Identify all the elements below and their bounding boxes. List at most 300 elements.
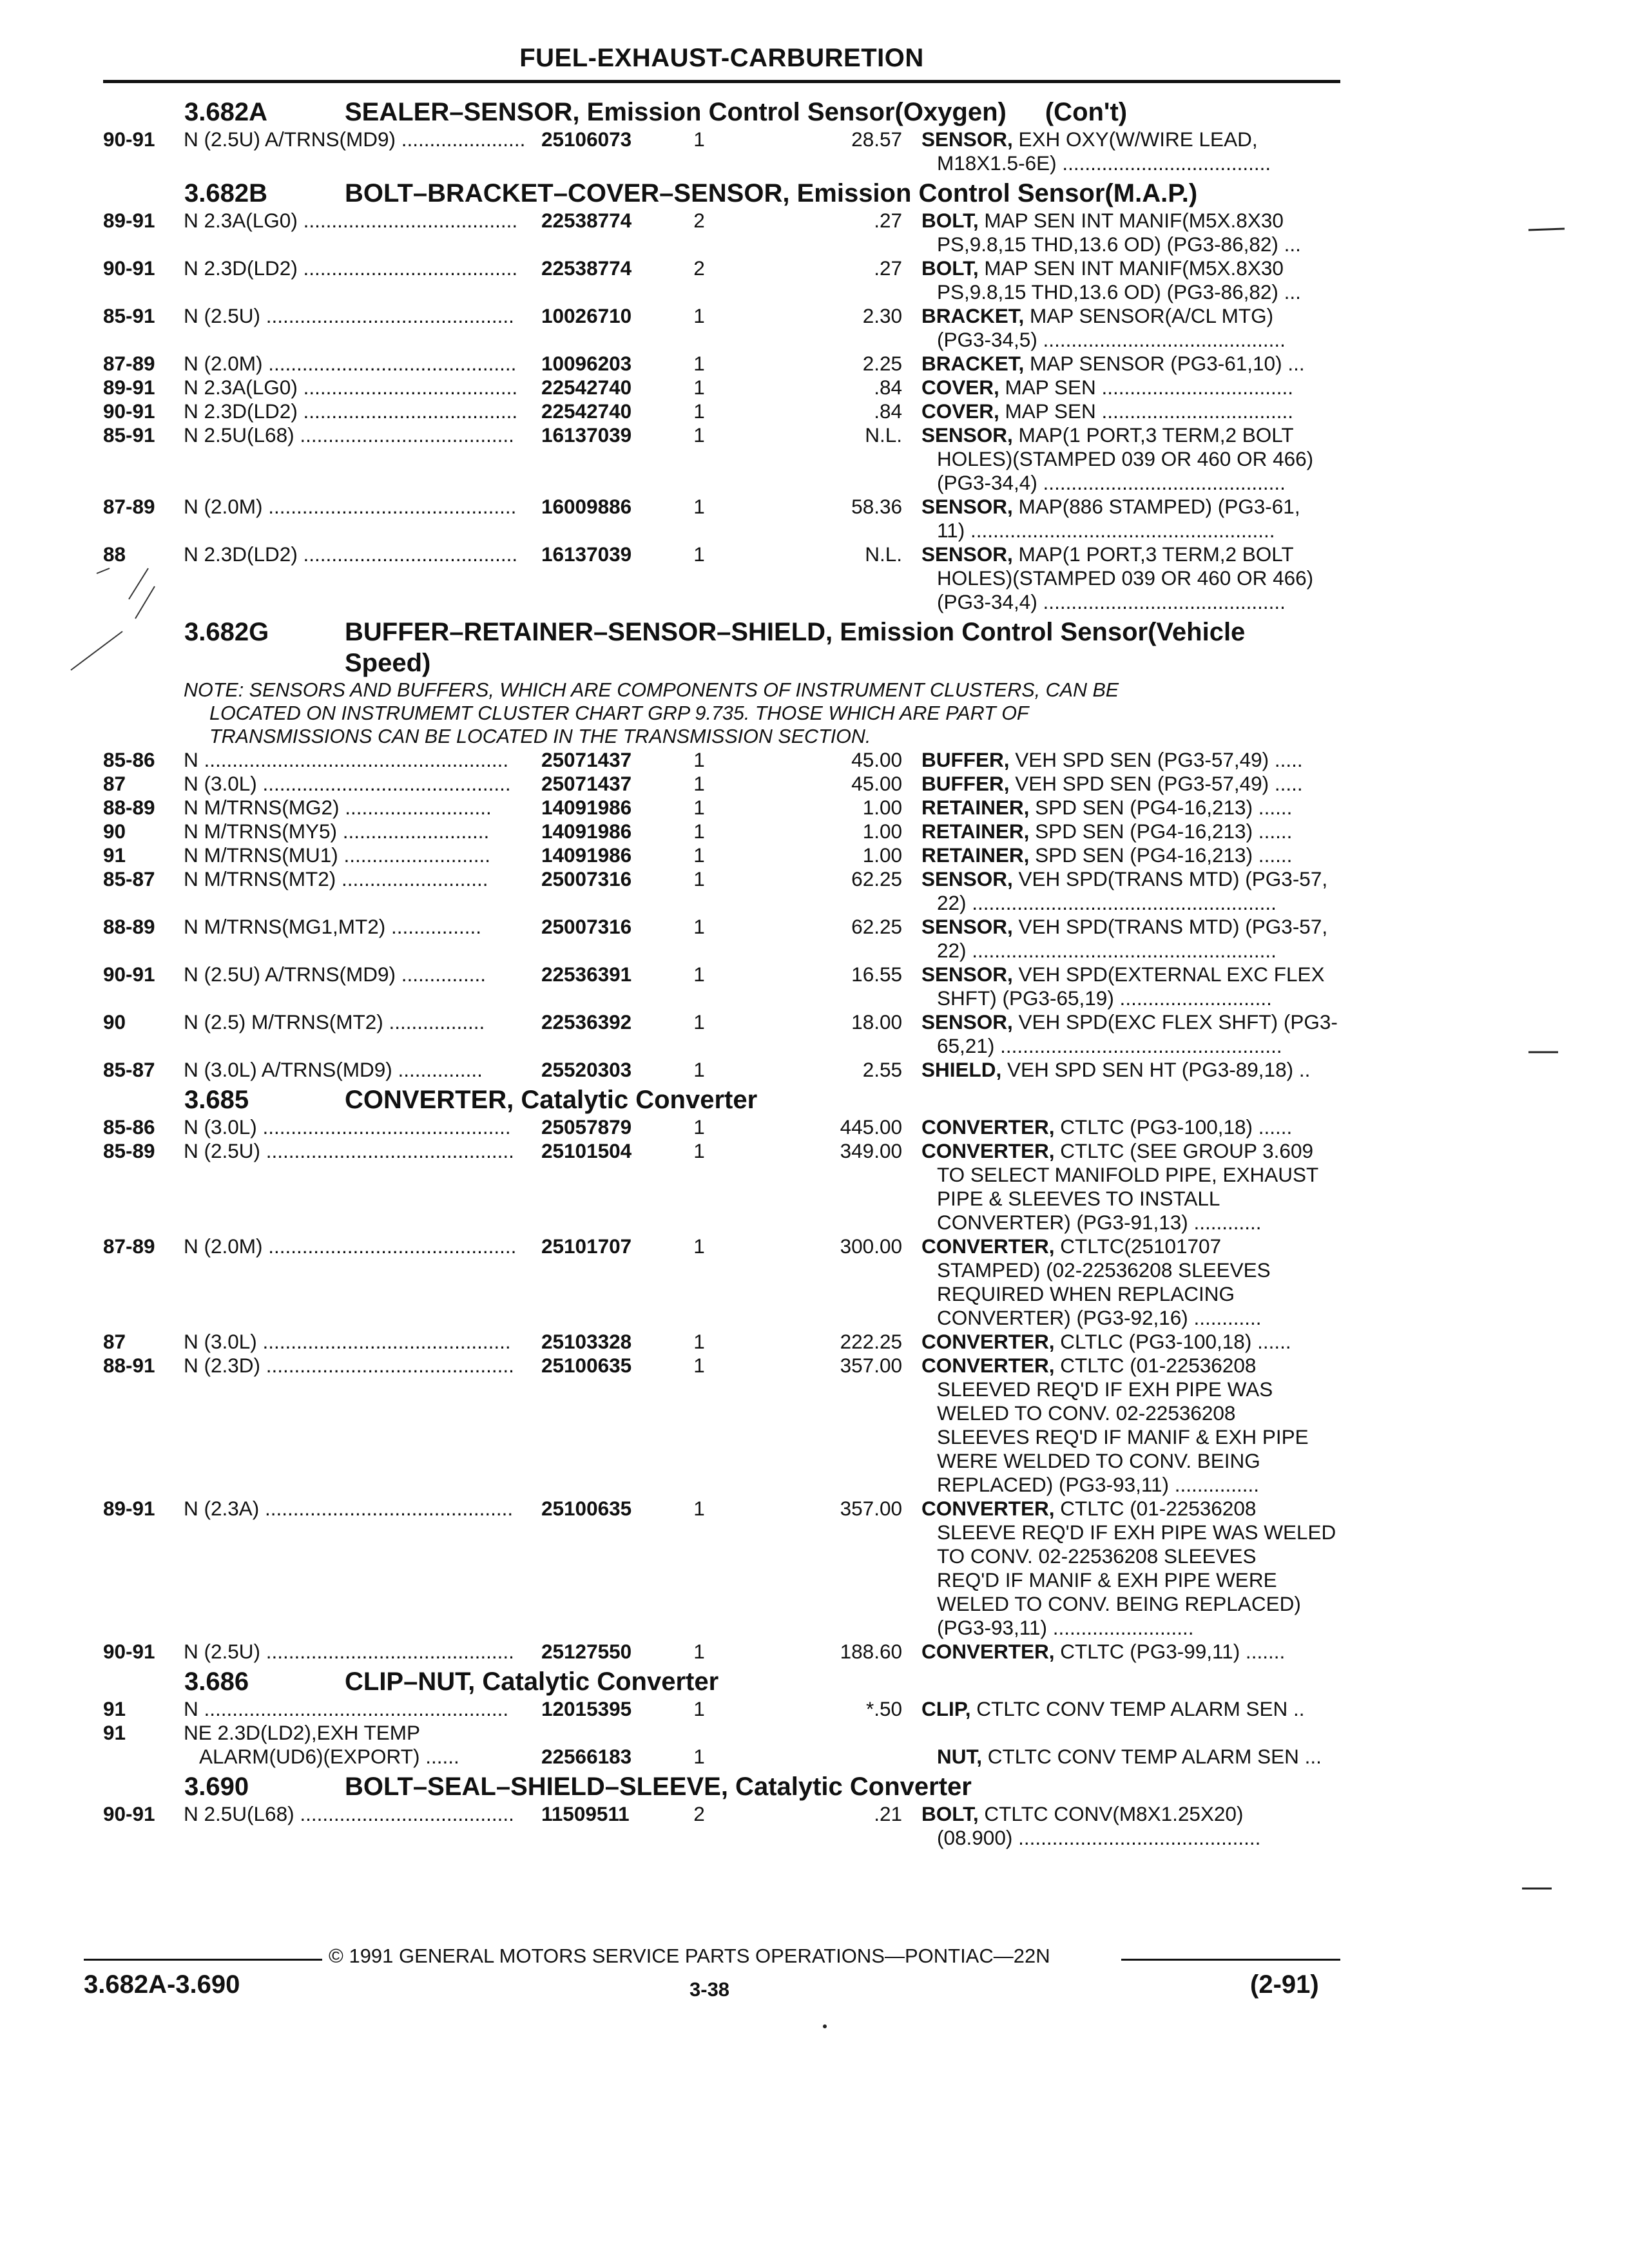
model-year: 85-86	[103, 748, 155, 771]
part-row	[103, 495, 1340, 543]
application: N (2.3D) ............................................	[184, 1354, 514, 1377]
model-year: 89-91	[103, 209, 155, 232]
part-name: BOLT,	[921, 209, 979, 232]
description	[921, 1115, 1385, 1139]
part-detail: (PG3-34,4) ...........................................	[937, 471, 1286, 494]
model-year: 90-91	[103, 963, 155, 986]
margin-tick-1	[1527, 227, 1566, 233]
part-row	[103, 1010, 1340, 1058]
model-year: 91	[103, 843, 126, 867]
price: 18.00	[851, 1010, 902, 1033]
price: .27	[874, 256, 902, 280]
description	[921, 495, 1385, 543]
section-name: BOLT–SEAL–SHIELD–SLEEVE, Catalytic Converter	[345, 1773, 972, 1801]
model-year: 85-87	[103, 1058, 155, 1081]
part-detail: REQUIRED WHEN REPLACING	[937, 1282, 1235, 1305]
part-detail: VEH SPD(EXTERNAL EXC FLEX	[1012, 963, 1325, 986]
application: N ......................................................	[184, 748, 509, 771]
price: 62.25	[851, 915, 902, 938]
section-name: SEALER–SENSOR, Emission Control Sensor(Oxygen) (Con't)	[345, 98, 1128, 126]
part-row	[103, 1802, 1340, 1850]
price: .84	[874, 399, 902, 423]
part-row	[103, 376, 1340, 399]
application: NE 2.3D(LD2),EXH TEMP ALARM(UD6)(EXPORT) ......	[184, 1721, 459, 1768]
application: N (2.3A) ............................................	[184, 1497, 514, 1520]
description-line	[921, 447, 1385, 471]
description-line	[921, 1721, 1385, 1745]
part-detail: HOLES)(STAMPED 039 OR 460 OR 466)	[937, 566, 1314, 590]
section-number: 3.682A	[184, 98, 267, 126]
part-detail: VEH SPD(TRANS MTD) (PG3-57,	[1012, 867, 1328, 890]
description-line	[921, 233, 1385, 256]
quantity: 2	[693, 1802, 705, 1825]
description-line	[921, 495, 1385, 519]
part-number: 25071437	[541, 772, 632, 795]
price: 16.55	[851, 963, 902, 986]
part-number: 14091986	[541, 820, 632, 843]
description	[921, 1235, 1385, 1330]
part-row	[103, 748, 1340, 772]
description-line	[921, 1497, 1385, 1521]
price: 1.00	[862, 820, 902, 843]
part-detail: VEH SPD SEN HT (PG3-89,18) ..	[1001, 1058, 1311, 1081]
application-continued: ALARM(UD6)(EXPORT) ......	[199, 1745, 459, 1768]
description	[921, 748, 1385, 772]
application: N M/TRNS(MG1,MT2) ................	[184, 915, 482, 938]
part-row	[103, 963, 1340, 1010]
description	[921, 1139, 1385, 1235]
description-line	[921, 209, 1385, 233]
section-name-continued: Speed)	[345, 649, 431, 677]
price: 2.55	[862, 1058, 902, 1081]
model-year: 85-87	[103, 867, 155, 890]
part-detail: REQ'D IF MANIF & EXH PIPE WERE	[937, 1568, 1277, 1591]
quantity: 1	[693, 399, 705, 423]
quantity: 1	[693, 543, 705, 566]
description-line	[921, 1449, 1385, 1473]
description-line	[921, 543, 1385, 566]
part-detail: WELED TO CONV. 02-22536208	[937, 1401, 1236, 1425]
part-row	[103, 399, 1340, 423]
part-number: 12015395	[541, 1697, 632, 1720]
part-number: 16137039	[541, 543, 632, 566]
description-line	[921, 939, 1385, 963]
part-detail: PIPE & SLEEVES TO INSTALL	[937, 1187, 1220, 1210]
description-line	[921, 151, 1385, 175]
application: N 2.3A(LG0) ......................................	[184, 209, 518, 232]
description-line	[921, 1745, 1385, 1769]
price: 28.57	[851, 128, 902, 151]
model-year: 87-89	[103, 1235, 155, 1258]
model-year: 90-91	[103, 1802, 155, 1825]
description-line	[921, 891, 1385, 915]
part-row	[103, 772, 1340, 796]
margin-tick-2	[1527, 1049, 1559, 1055]
part-name: CONVERTER,	[921, 1235, 1055, 1258]
quantity: 1	[693, 963, 705, 986]
part-name: BUFFER,	[921, 748, 1010, 771]
part-detail: 22) ......................................................	[937, 939, 1277, 962]
application: N ......................................................	[184, 1697, 509, 1720]
description-line	[921, 1163, 1385, 1187]
part-number: 22536391	[541, 963, 632, 986]
description-line	[921, 128, 1385, 151]
model-year: 87	[103, 1330, 126, 1353]
description	[921, 820, 1385, 843]
part-number: 22538774	[541, 209, 632, 232]
application: N (2.0M) ............................................	[184, 352, 517, 375]
quantity: 1	[693, 352, 705, 375]
part-row	[103, 128, 1340, 175]
part-name: SENSOR,	[921, 128, 1013, 151]
quantity: 1	[693, 1697, 705, 1720]
description	[921, 1640, 1385, 1664]
page-title: FUEL-EXHAUST-CARBURETION	[519, 44, 924, 72]
part-name: CONVERTER,	[921, 1115, 1055, 1139]
part-detail: MAP SENSOR(A/CL MTG)	[1024, 304, 1274, 327]
part-detail: CTLTC CONV(M8X1.25X20)	[978, 1802, 1244, 1825]
part-detail: CONVERTER) (PG3-92,16) ............	[937, 1306, 1262, 1329]
application: N M/TRNS(MG2) ..........................	[184, 796, 492, 819]
part-detail: VEH SPD SEN (PG3-57,49) .....	[1009, 772, 1303, 795]
part-number: 22542740	[541, 376, 632, 399]
description	[921, 915, 1385, 963]
part-row	[103, 304, 1340, 352]
part-number: 16137039	[541, 423, 632, 447]
model-year: 91	[103, 1697, 126, 1720]
part-detail: SLEEVED REQ'D IF EXH PIPE WAS	[937, 1378, 1273, 1401]
price: 1.00	[862, 843, 902, 867]
description	[921, 209, 1385, 256]
section-heading	[103, 97, 1340, 128]
part-detail: MAP SEN INT MANIF(M5X.8X30	[978, 209, 1284, 232]
description-line	[921, 328, 1385, 352]
part-detail: MAP(1 PORT,3 TERM,2 BOLT	[1012, 423, 1294, 447]
application: N M/TRNS(MU1) ..........................	[184, 843, 491, 867]
quantity: 1	[693, 495, 705, 518]
description-line	[921, 352, 1385, 376]
section-heading	[103, 1084, 1340, 1115]
application: N 2.5U(L68) ......................................	[184, 1802, 514, 1825]
part-name: SENSOR,	[921, 915, 1013, 938]
application: N 2.3D(LD2) ......................................	[184, 256, 518, 280]
price: 222.25	[840, 1330, 902, 1353]
part-detail: WERE WELDED TO CONV. BEING	[937, 1449, 1260, 1472]
part-detail: CLTLC (PG3-100,18) ......	[1054, 1330, 1291, 1353]
description	[921, 1721, 1385, 1769]
description-line	[921, 566, 1385, 590]
part-number: 14091986	[541, 796, 632, 819]
model-year: 85-86	[103, 1115, 155, 1139]
description-line	[921, 1425, 1385, 1449]
application: N (2.5U) ............................................	[184, 1640, 514, 1663]
part-detail: EXH OXY(W/WIRE LEAD,	[1012, 128, 1258, 151]
part-row	[103, 1497, 1340, 1640]
description	[921, 772, 1385, 796]
part-name: SENSOR,	[921, 423, 1013, 447]
section-number: 3.685	[184, 1086, 249, 1114]
quantity: 1	[693, 1354, 705, 1377]
price: N.L.	[865, 543, 902, 566]
description	[921, 1497, 1385, 1640]
description-line	[921, 1473, 1385, 1497]
price: 62.25	[851, 867, 902, 890]
part-name: CONVERTER,	[921, 1354, 1055, 1377]
description	[921, 1058, 1385, 1082]
part-row	[103, 256, 1340, 304]
description-line	[921, 1139, 1385, 1163]
section-heading	[103, 617, 1340, 678]
price: 45.00	[851, 748, 902, 771]
part-detail: SHFT) (PG3-65,19) ...........................	[937, 986, 1272, 1010]
section-number: 3.686	[184, 1667, 249, 1696]
description-line	[921, 1401, 1385, 1425]
part-row	[103, 1354, 1340, 1497]
quantity: 1	[693, 1115, 705, 1139]
part-row	[103, 843, 1340, 867]
price: 445.00	[840, 1115, 902, 1139]
part-detail: MAP SEN ..................................	[999, 376, 1294, 399]
part-number: 10096203	[541, 352, 632, 375]
part-number: 25101707	[541, 1235, 632, 1258]
part-row	[103, 1235, 1340, 1330]
description	[921, 1697, 1385, 1721]
quantity: 1	[693, 1235, 705, 1258]
quantity: 2	[693, 209, 705, 232]
application: N (3.0L) ............................................	[184, 1330, 511, 1353]
part-detail: CTLTC (01-22536208	[1054, 1354, 1257, 1377]
quantity: 1	[693, 1058, 705, 1081]
model-year: 90	[103, 1010, 126, 1033]
section-number: 3.690	[184, 1773, 249, 1801]
part-detail: (PG3-34,5) ...........................................	[937, 328, 1286, 351]
quantity: 1	[693, 915, 705, 938]
pen-mark	[58, 561, 161, 677]
description	[921, 304, 1385, 352]
model-year: 89-91	[103, 376, 155, 399]
part-number: 25071437	[541, 748, 632, 771]
application: N (3.0L) ............................................	[184, 772, 511, 795]
part-detail: HOLES)(STAMPED 039 OR 460 OR 466)	[937, 447, 1314, 470]
price: 2.25	[862, 352, 902, 375]
description-line	[921, 256, 1385, 280]
description-line	[921, 1802, 1385, 1826]
model-year: 88-89	[103, 796, 155, 819]
part-row	[103, 1058, 1340, 1082]
part-detail: CTLTC (SEE GROUP 3.609	[1054, 1139, 1313, 1162]
description	[921, 1330, 1385, 1354]
application: N (2.5U) A/TRNS(MD9) ...............	[184, 963, 487, 986]
part-detail: MAP SENSOR (PG3-61,10) ...	[1024, 352, 1305, 375]
part-detail: REPLACED) (PG3-93,11) ...............	[937, 1473, 1260, 1496]
model-year: 87-89	[103, 352, 155, 375]
stray-dot	[822, 2023, 828, 2030]
section-heading	[103, 1771, 1340, 1802]
part-name: SENSOR,	[921, 963, 1013, 986]
note-line: TRANSMISSIONS CAN BE LOCATED IN THE TRANSMISSION SECTION.	[209, 726, 871, 747]
description-line	[921, 867, 1385, 891]
part-row	[103, 820, 1340, 843]
price: *.50	[865, 1697, 902, 1720]
part-detail: (08.900) ...........................................	[937, 1826, 1261, 1849]
part-name: SHIELD,	[921, 1058, 1002, 1081]
part-row	[103, 543, 1340, 614]
part-name: SENSOR,	[921, 495, 1013, 518]
quantity: 1	[693, 772, 705, 795]
part-number: 25127550	[541, 1640, 632, 1663]
quantity: 1	[693, 423, 705, 447]
price: .21	[874, 1802, 902, 1825]
part-detail: SLEEVE REQ'D IF EXH PIPE WAS WELED	[937, 1521, 1336, 1544]
model-year: 85-89	[103, 1139, 155, 1162]
part-detail: CTLTC (PG3-100,18) ......	[1054, 1115, 1293, 1139]
description-line	[921, 1058, 1385, 1082]
description-line	[921, 843, 1385, 867]
model-year: 90	[103, 820, 126, 843]
price: .84	[874, 376, 902, 399]
application: N (2.0M) ............................................	[184, 495, 517, 518]
part-number: 25057879	[541, 1115, 632, 1139]
description-line	[921, 1330, 1385, 1354]
part-name: COVER,	[921, 399, 999, 423]
description-line	[921, 376, 1385, 399]
quantity: 1	[693, 1745, 705, 1768]
quantity: 1	[693, 376, 705, 399]
part-detail: PS,9.8,15 THD,13.6 OD) (PG3-86,82) ...	[937, 233, 1301, 256]
description-line	[921, 471, 1385, 495]
part-detail: VEH SPD SEN (PG3-57,49) .....	[1009, 748, 1303, 771]
description-line	[921, 1034, 1385, 1058]
application: N (3.0L) A/TRNS(MD9) ...............	[184, 1058, 483, 1081]
application: N 2.5U(L68) ......................................	[184, 423, 514, 447]
quantity: 1	[693, 748, 705, 771]
model-year: 90-91	[103, 399, 155, 423]
section-continued: (Con't)	[1045, 98, 1128, 126]
part-number: 10026710	[541, 304, 632, 327]
application: N (3.0L) ............................................	[184, 1115, 511, 1139]
part-row	[103, 867, 1340, 915]
part-row	[103, 352, 1340, 376]
part-detail: CTLTC (PG3-99,11) .......	[1054, 1640, 1286, 1663]
margin-tick-3	[1521, 1885, 1553, 1892]
part-name: BOLT,	[921, 256, 979, 280]
section-number: 3.682B	[184, 179, 267, 207]
price: 357.00	[840, 1354, 902, 1377]
part-detail: (PG3-93,11) .........................	[937, 1616, 1194, 1639]
description-line	[921, 1697, 1385, 1721]
part-name: BRACKET,	[921, 304, 1025, 327]
model-year: 85-91	[103, 423, 155, 447]
part-number: 22536392	[541, 1010, 632, 1033]
price: 58.36	[851, 495, 902, 518]
header-rule	[103, 80, 1340, 83]
description-line	[921, 1282, 1385, 1306]
description-line	[921, 1592, 1385, 1616]
part-detail: MAP SEN ..................................	[999, 399, 1294, 423]
part-name: BRACKET,	[921, 352, 1025, 375]
description-line	[921, 1521, 1385, 1544]
description-line	[921, 1544, 1385, 1568]
application: N (2.5U) A/TRNS(MD9) ......................	[184, 128, 526, 151]
model-year: 88	[103, 543, 126, 566]
description	[921, 376, 1385, 399]
price: 1.00	[862, 796, 902, 819]
part-row	[103, 1640, 1340, 1664]
part-detail: SPD SEN (PG4-16,213) ......	[1029, 820, 1293, 843]
description-line	[921, 1354, 1385, 1378]
description-line	[921, 423, 1385, 447]
part-name: COVER,	[921, 376, 999, 399]
quantity: 1	[693, 843, 705, 867]
description	[921, 1354, 1385, 1497]
part-number: 25101504	[541, 1139, 632, 1162]
part-row	[103, 1115, 1340, 1139]
part-detail: WELED TO CONV. BEING REPLACED)	[937, 1592, 1301, 1615]
price: 45.00	[851, 772, 902, 795]
model-year: 85-91	[103, 304, 155, 327]
quantity: 1	[693, 128, 705, 151]
part-detail: MAP SEN INT MANIF(M5X.8X30	[978, 256, 1284, 280]
part-number: 16009886	[541, 495, 632, 518]
description-line	[921, 1568, 1385, 1592]
price: .27	[874, 209, 902, 232]
description	[921, 352, 1385, 376]
part-detail: STAMPED) (02-22536208 SLEEVES	[937, 1258, 1271, 1282]
description-line	[921, 519, 1385, 543]
note-line: NOTE: SENSORS AND BUFFERS, WHICH ARE COMPONENTS OF INSTRUMENT CLUSTERS, CAN BE	[184, 679, 1119, 701]
part-detail: 22) ......................................................	[937, 891, 1277, 914]
price: 188.60	[840, 1640, 902, 1663]
part-row	[103, 1697, 1340, 1721]
parts-catalog-content	[103, 94, 1340, 1850]
part-number: 25007316	[541, 867, 632, 890]
description-line	[921, 1826, 1385, 1850]
description	[921, 1010, 1385, 1058]
part-detail: CONVERTER) (PG3-91,13) ............	[937, 1211, 1262, 1234]
description-line	[921, 963, 1385, 986]
part-number: 22538774	[541, 256, 632, 280]
description	[921, 843, 1385, 867]
part-detail: VEH SPD(TRANS MTD) (PG3-57,	[1012, 915, 1328, 938]
quantity: 1	[693, 1497, 705, 1520]
section-name: CLIP–NUT, Catalytic Converter	[345, 1667, 719, 1696]
description	[921, 256, 1385, 304]
price: 2.30	[862, 304, 902, 327]
model-year: 90-91	[103, 256, 155, 280]
part-row	[103, 209, 1340, 256]
part-name: NUT,	[937, 1745, 982, 1768]
part-number: 25103328	[541, 1330, 632, 1353]
part-detail: SPD SEN (PG4-16,213) ......	[1029, 796, 1293, 819]
description-line	[921, 1306, 1385, 1330]
section-name: BOLT–BRACKET–COVER–SENSOR, Emission Control Sensor(M.A.P.)	[345, 179, 1198, 207]
description-line	[921, 590, 1385, 614]
part-name: SENSOR,	[921, 1010, 1013, 1033]
part-row	[103, 1330, 1340, 1354]
description-line	[921, 1258, 1385, 1282]
description	[921, 796, 1385, 820]
part-row	[103, 915, 1340, 963]
part-number: 25100635	[541, 1354, 632, 1377]
quantity: 1	[693, 1640, 705, 1663]
part-detail: TO CONV. 02-22536208 SLEEVES	[937, 1544, 1257, 1568]
model-year: 91	[103, 1721, 126, 1744]
part-detail: 65,21) ..................................................	[937, 1034, 1282, 1057]
description-line	[921, 986, 1385, 1010]
description-line	[921, 1010, 1385, 1034]
section-name: CONVERTER, Catalytic Converter	[345, 1086, 758, 1114]
part-name: CONVERTER,	[921, 1139, 1055, 1162]
